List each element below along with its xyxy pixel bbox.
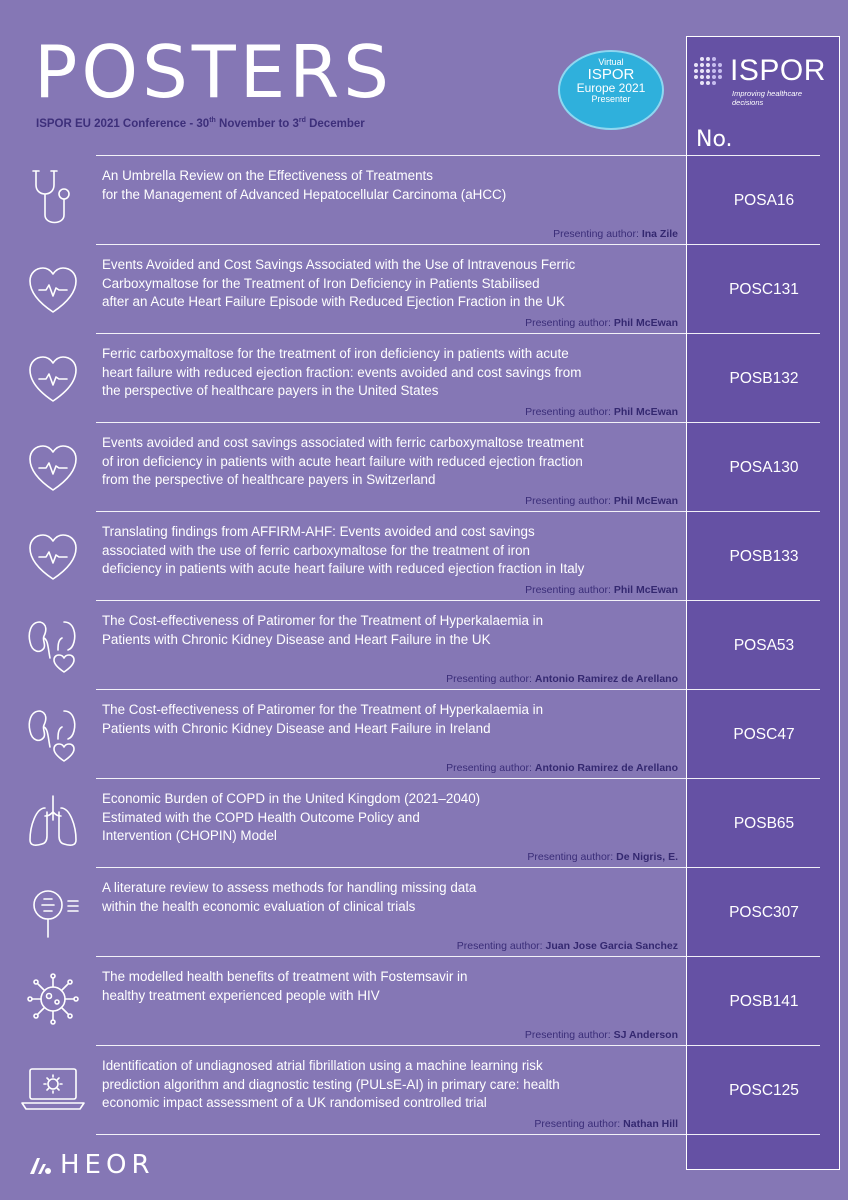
laptop-gear-icon xyxy=(18,1053,88,1123)
presenting-author: Presenting author: Nathan Hill xyxy=(534,1118,678,1130)
poster-row xyxy=(0,246,848,335)
poster-row xyxy=(0,869,848,958)
presenting-author: Presenting author: Juan Jose Garcia Sanchez xyxy=(456,940,678,952)
poster-row xyxy=(0,335,848,424)
poster-title: Economic Burden of COPD in the United Kingdom (2021–2040) Estimated with the COPD Health Outcome Policy and Intervention (CHOPIN) Model xyxy=(102,791,481,843)
poster-code: POSB133 xyxy=(729,548,799,565)
kidney-heart-icon xyxy=(18,608,88,678)
virtual-presenter-badge: Virtual ISPOR Europe 2021 Presenter xyxy=(558,50,664,130)
poster-row xyxy=(0,691,848,780)
poster-code: POSA16 xyxy=(733,192,795,209)
poster-row xyxy=(0,958,848,1047)
poster-code: POSB65 xyxy=(733,815,795,832)
presenting-author: Presenting author: SJ Anderson xyxy=(524,1029,678,1041)
heart-pulse-icon xyxy=(18,341,88,411)
divider xyxy=(96,511,820,512)
poster-row xyxy=(0,602,848,691)
poster-title: The Cost-effectiveness of Patiromer for the Treatment of Hyperkalaemia in Patients with Chronic Kidney Disease and Heart Failure in Ireland xyxy=(102,702,544,736)
page-title: POSTERS xyxy=(34,30,393,114)
poster-title: Ferric carboxymaltose for the treatment of iron deficiency in patients with acute heart failure with reduced ejection fraction: events avoided and cost savings from the perspective of healthcare payers in the United States xyxy=(102,346,582,398)
stethoscope-icon xyxy=(18,163,88,233)
presenting-author: Presenting author: Antonio Ramirez de Arellano xyxy=(446,673,678,685)
poster-code: POSC131 xyxy=(729,281,799,298)
divider xyxy=(96,600,820,601)
divider xyxy=(96,244,820,245)
divider xyxy=(96,689,820,690)
presenting-author: Presenting author: Ina Zile xyxy=(553,228,678,240)
poster-row xyxy=(0,513,848,602)
ispor-dots-icon xyxy=(694,56,724,86)
poster-title: An Umbrella Review on the Effectiveness of Treatments for the Management of Advanced Hepatocellular Carcinoma (aHCC) xyxy=(102,168,507,202)
poster-code: POSA53 xyxy=(733,637,795,654)
kidney-heart-icon xyxy=(18,697,88,767)
divider xyxy=(96,778,820,779)
poster-code: POSB132 xyxy=(729,370,799,387)
poster-title: Events avoided and cost savings associated with ferric carboxymaltose treatment of iron deficiency in patients with acute heart failure with reduced ejection fraction from the perspective of healthcare payers in Switzerland xyxy=(102,435,584,487)
presenting-author: Presenting author: Phil McEwan xyxy=(525,584,678,596)
column-header-no: No. xyxy=(696,127,733,152)
conference-subtitle: ISPOR EU 2021 Conference - 30th November to 3rd December xyxy=(36,117,365,130)
divider xyxy=(96,956,820,957)
divider xyxy=(96,155,820,156)
poster-title: Events Avoided and Cost Savings Associated with the Use of Intravenous Ferric Carboxymaltose for the Treatment of Iron Deficiency in Patients Stabilised after an Acute Heart Failure Episode with Reduced Ejection Fraction in the UK xyxy=(102,257,576,309)
logo-tagline: Improving healthcare decisions xyxy=(732,89,803,107)
poster-title: The modelled health benefits of treatment with Fostemsavir in healthy treatment experienced people with HIV xyxy=(102,969,468,1003)
heor-logo xyxy=(28,1150,155,1180)
presenting-author: Presenting author: Phil McEwan xyxy=(525,317,678,329)
divider xyxy=(96,1045,820,1046)
presenting-author: Presenting author: De Nigris, E. xyxy=(527,851,678,863)
divider xyxy=(96,422,820,423)
presenting-author: Presenting author: Phil McEwan xyxy=(525,495,678,507)
ispor-logo: ISPOR Improving healthcare decisions xyxy=(694,54,834,107)
heart-pulse-icon xyxy=(18,430,88,500)
divider xyxy=(96,1134,820,1135)
poster-title: Identification of undiagnosed atrial fibrillation using a machine learning risk prediction algorithm and diagnostic testing (PULsE-AI) in primary care: health economic impact assessment of a UK randomised controlled trial xyxy=(102,1058,560,1110)
virus-icon xyxy=(18,964,88,1034)
poster-row xyxy=(0,780,848,869)
divider xyxy=(96,867,820,868)
lungs-icon xyxy=(18,786,88,856)
poster-title: A literature review to assess methods for handling missing data within the health economic evaluation of clinical trials xyxy=(102,880,477,914)
divider xyxy=(96,333,820,334)
poster-row xyxy=(0,424,848,513)
heart-pulse-icon xyxy=(18,252,88,322)
poster-title: The Cost-effectiveness of Patiromer for the Treatment of Hyperkalaemia in Patients with Chronic Kidney Disease and Heart Failure in the UK xyxy=(102,613,544,647)
heart-pulse-icon xyxy=(18,519,88,589)
presenting-author: Presenting author: Antonio Ramirez de Arellano xyxy=(446,762,678,774)
poster-code: POSC307 xyxy=(729,904,799,921)
poster-row xyxy=(0,157,848,246)
poster-row xyxy=(0,1047,848,1136)
heor-mark-icon xyxy=(28,1154,54,1176)
heor-brand: HEOR xyxy=(60,1150,155,1180)
poster-code: POSC125 xyxy=(729,1082,799,1099)
poster-code: POSC47 xyxy=(733,726,795,743)
presenting-author: Presenting author: Phil McEwan xyxy=(525,406,678,418)
magnifier-document-icon xyxy=(18,875,88,945)
poster-title: Translating findings from AFFIRM-AHF: Events avoided and cost savings associated with the use of ferric carboxymaltose for the treatment of iron deficiency in patients with acute heart failure with reduced ejection fraction in Italy xyxy=(102,524,585,576)
poster-code: POSB141 xyxy=(729,993,799,1010)
poster-code: POSA130 xyxy=(729,459,799,476)
